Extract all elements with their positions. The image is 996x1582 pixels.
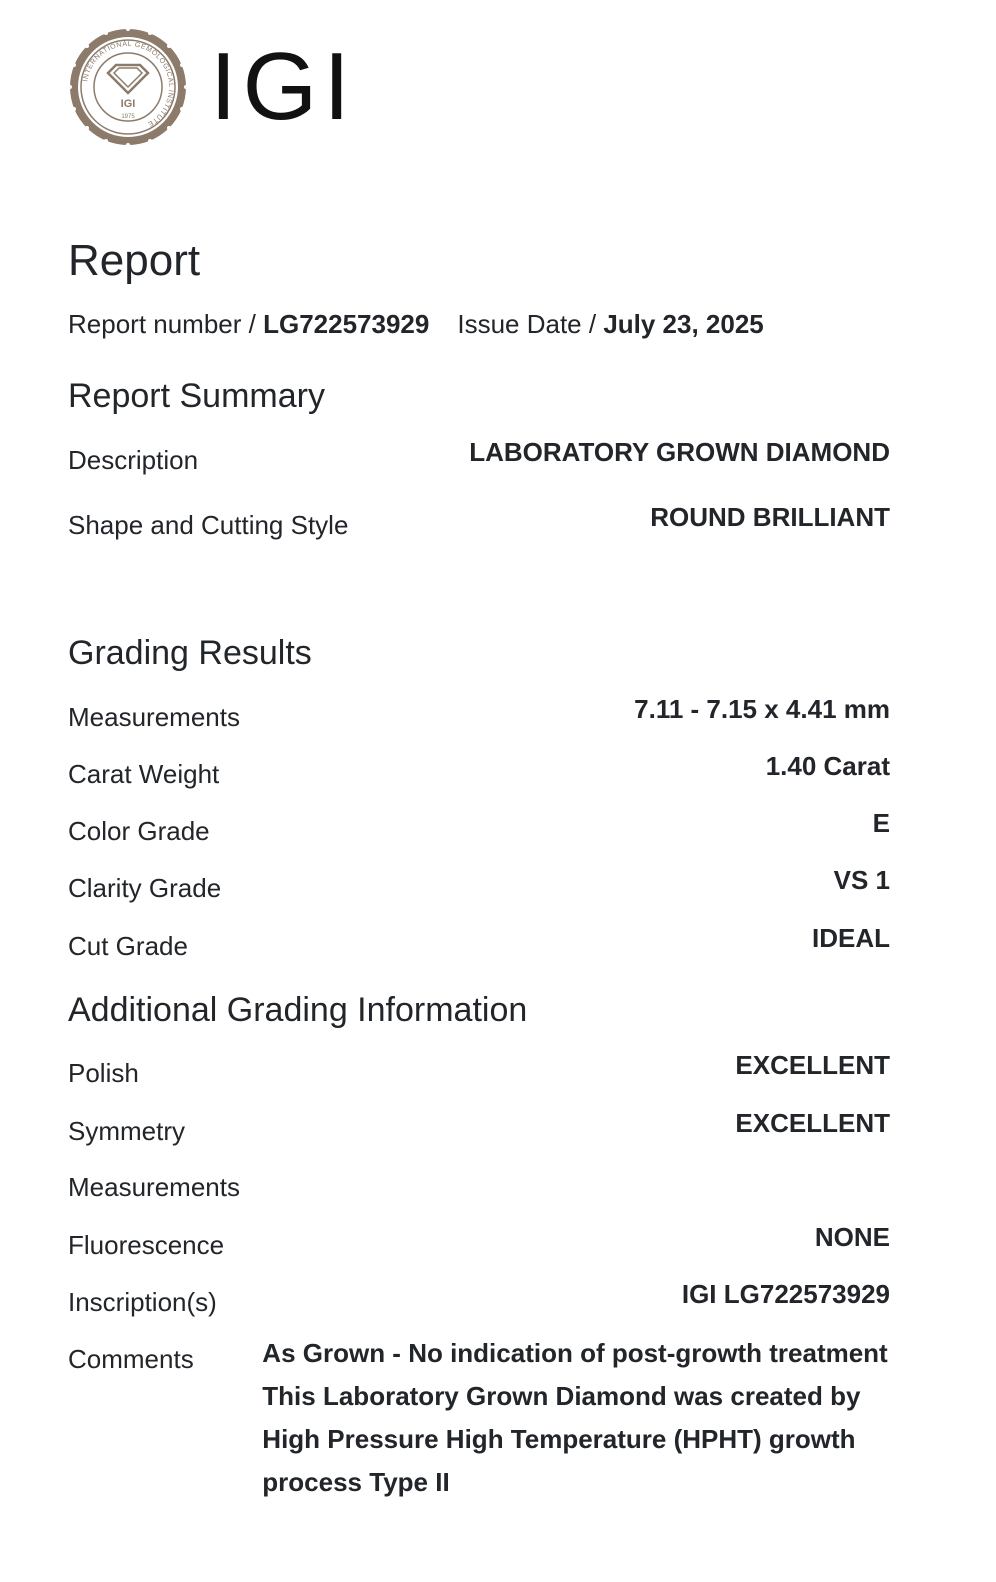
- row-label: Description: [68, 445, 199, 475]
- additional-row-symmetry: [68, 1108, 890, 1147]
- section-heading-grading-results: Grading Results: [68, 634, 312, 672]
- report-meta: [68, 309, 764, 340]
- report-number-value: LG722573929: [263, 309, 430, 339]
- additional-row-comments: [68, 1338, 890, 1504]
- additional-row-inscriptions: [68, 1279, 890, 1318]
- row-value: 1.40 Carat: [765, 751, 890, 781]
- row-value: IGI LG722573929: [681, 1279, 890, 1309]
- row-value: LABORATORY GROWN DIAMOND: [469, 437, 890, 467]
- section-heading-report-summary: Report Summary: [68, 377, 325, 415]
- row-label: Symmetry: [68, 1116, 185, 1146]
- row-label: Polish: [68, 1058, 139, 1088]
- additional-row-measurements: [68, 1172, 890, 1203]
- row-value: VS 1: [833, 865, 890, 895]
- row-label: Shape and Cutting Style: [68, 510, 349, 540]
- additional-row-fluorescence: [68, 1222, 890, 1261]
- row-value: EXCELLENT: [735, 1050, 890, 1080]
- issue-date-value: July 23, 2025: [603, 309, 764, 339]
- row-label: Color Grade: [68, 816, 210, 846]
- row-label: Measurements: [68, 1172, 240, 1202]
- grading-row-clarity-grade: [68, 865, 890, 904]
- row-label: Inscription(s): [68, 1287, 217, 1317]
- grading-row-cut-grade: [68, 923, 890, 962]
- row-label: Carat Weight: [68, 759, 220, 789]
- igi-seal-icon: [68, 27, 188, 147]
- row-value: E: [872, 808, 890, 838]
- row-label: Clarity Grade: [68, 873, 222, 903]
- comments-label: Comments: [68, 1344, 194, 1374]
- row-label: Measurements: [68, 702, 240, 732]
- summary-row-shape: [68, 502, 890, 541]
- row-value: IDEAL: [812, 923, 890, 953]
- svg-text:IGI: IGI: [120, 98, 136, 110]
- svg-text:1975: 1975: [121, 114, 135, 120]
- comments-value: As Grown - No indication of post-growth treatment This Laboratory Grown Diamond was created by High Pressure High Temperature (HPHT) growth process Type II: [262, 1338, 888, 1497]
- row-label: Cut Grade: [68, 931, 188, 961]
- row-label: Fluorescence: [68, 1230, 225, 1260]
- row-value: NONE: [814, 1222, 890, 1252]
- igi-wordmark: IGI: [210, 33, 357, 140]
- svg-text:INTERNATIONAL GEMOLOGICAL INST: INTERNATIONAL GEMOLOGICAL INSTITUTE: [82, 40, 175, 128]
- issue-date-label: Issue Date /: [457, 309, 604, 339]
- grading-row-carat-weight: [68, 751, 890, 790]
- row-value: ROUND BRILLIANT: [650, 502, 890, 532]
- summary-row-description: [68, 437, 890, 476]
- page-title: Report: [68, 236, 201, 285]
- additional-row-polish: [68, 1050, 890, 1089]
- grading-row-measurements: [68, 694, 890, 733]
- report-number-label: Report number /: [68, 309, 264, 339]
- row-value: EXCELLENT: [735, 1108, 890, 1138]
- section-heading-additional-grading: Additional Grading Information: [68, 991, 528, 1029]
- row-value: 7.11 - 7.15 x 4.41 mm: [634, 694, 890, 724]
- grading-row-color-grade: [68, 808, 890, 847]
- igi-logo: [68, 27, 356, 147]
